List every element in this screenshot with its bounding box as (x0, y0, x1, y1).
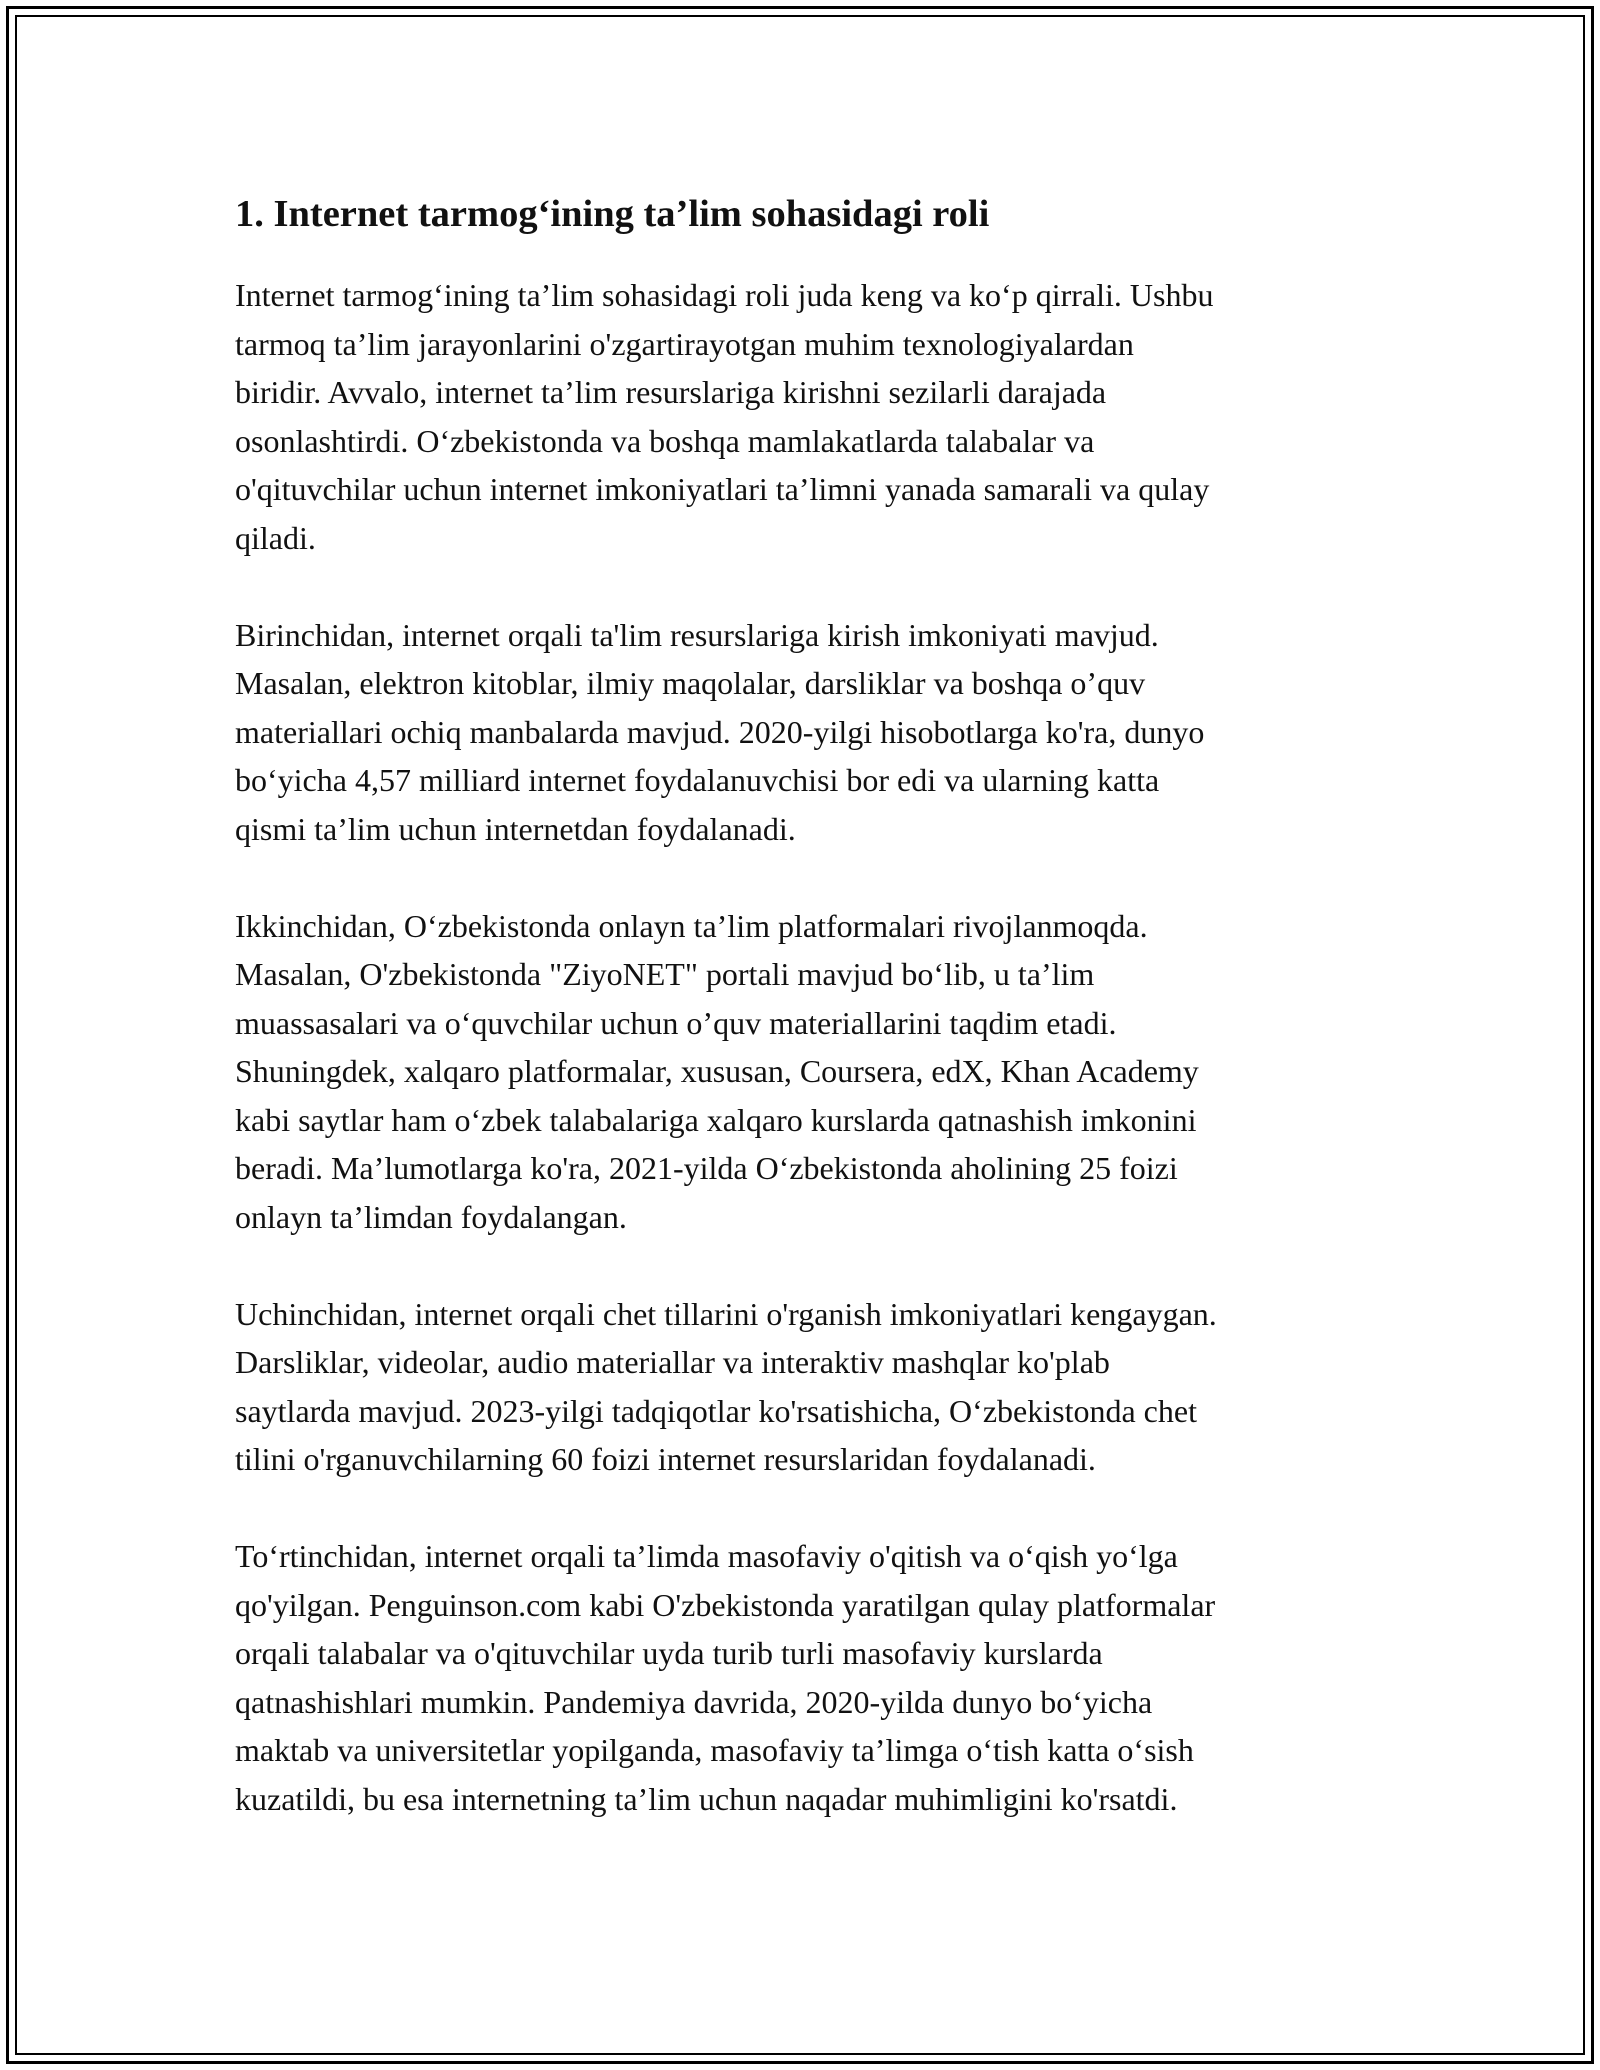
paragraph-fourth: To‘rtinchidan, internet orqali ta’limda masofaviy o'qitish va o‘qish yo‘lga qo'yilgan. Penguinson.com kabi O'zbekistonda yaratilgan qulay platformalar orqali talabalar va o'qituvchilar uyda turib turli masofaviy kurslarda qatnashishlari mumkin. Pandemiya davrida, 2020-yilda dunyo bo‘yicha maktab va universitetlar yopilganda, masofaviy ta’limga o‘tish katta o‘sish kuzatildi, bu esa internetning ta’lim uchun naqadar muhimligini ko'rsatdi. (235, 1538, 1216, 1817)
document-title: 1. Internet tarmog‘ining ta’lim sohasidagi roli (235, 193, 990, 235)
paragraph-first: Birinchidan, internet orqali ta'lim resurslariga kirish imkoniyati mavjud. Masalan, elektron kitoblar, ilmiy maqolalar, darsliklar va boshqa o’quv materiallari ochiq manbalarda mavjud. 2020-yilgi hisobotlarga ko'ra, dunyo bo‘yicha 4,57 milliard internet foydalanuvchisi bor edi va ularning katta qismi ta’lim uchun internetdan foydalanadi. (235, 616, 1205, 847)
paragraph-intro: Internet tarmog‘ining ta’lim sohasidagi roli juda keng va ko‘p qirrali. Ushbu tarmoq ta’lim jarayonlarini o'zgartirayotgan muhim texnologiyalardan biridir. Avvalo, internet ta’lim resurslariga kirishni sezilarli darajada osonlashtirdi. O‘zbekistonda va boshqa mamlakatlarda talabalar va o'qituvchilar uchun internet imkoniyatlari ta’limni yanada samarali va qulay qiladi. (235, 277, 1214, 556)
document-body (235, 185, 1385, 1872)
paragraph-second: Ikkinchidan, O‘zbekistonda onlayn ta’lim platformalari rivojlanmoqda. Masalan, O'zbekistonda "ZiyoNET" portali mavjud bo‘lib, u ta’lim muassasalari va o‘quvchilar uchun o’quv materiallarini taqdim etadi. Shuningdek, xalqaro platformalar, xususan, Coursera, edX, Khan Academy kabi saytlar ham o‘zbek talabalariga xalqaro kurslarda qatnashish imkonini beradi. Ma’lumotlarga ko'ra, 2021-yilda O‘zbekistonda aholining 25 foizi onlayn ta’limdan foydalangan. (235, 907, 1199, 1235)
paragraph-third: Uchinchidan, internet orqali chet tillarini o'rganish imkoniyatlari kengaygan. Darsliklar, videolar, audio materiallar va interaktiv mashqlar ko'plab saytlarda mavjud. 2023-yilgi tadqiqotlar ko'rsatishicha, O‘zbekistonda chet tilini o'rganuvchilarning 60 foizi internet resurslaridan foydalanadi. (235, 1295, 1217, 1477)
